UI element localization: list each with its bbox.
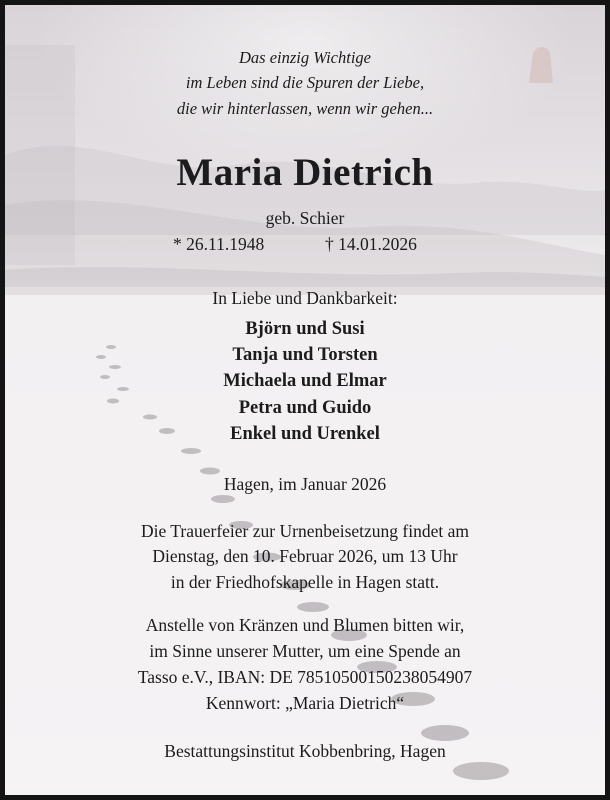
verse-line-3: die wir hinterlassen, wenn wir gehen... <box>176 99 434 118</box>
donation-line-4: Kennwort: „Maria Dietrich“ <box>205 693 405 713</box>
place-date: Hagen, im Januar 2026 <box>223 474 387 494</box>
donation-line-1: Anstelle von Kränzen und Blumen bitten wir, <box>145 615 465 635</box>
mourner-2: Tanja und Torsten <box>232 345 378 365</box>
donation-line-3: Tasso e.V., IBAN: DE 78510500150238054907 <box>137 667 473 687</box>
donation-line-2: im Sinne unserer Mutter, um eine Spende an <box>149 641 461 661</box>
ceremony-line-1: Die Trauerfeier zur Urnenbeisetzung findet am <box>140 521 469 541</box>
ceremony-line-2: Dienstag, den 10. Februar 2026, um 13 Uhr <box>152 546 458 566</box>
death-date: † 14.01.2026 <box>325 234 417 254</box>
mourner-5: Enkel und Urenkel <box>230 424 380 444</box>
mourner-3: Michaela und Elmar <box>223 371 387 391</box>
deceased-name: Maria Dietrich <box>176 151 434 194</box>
undertaker: Bestattungsinstitut Kobbenbring, Hagen <box>164 741 446 761</box>
verse-line-1: Das einzig Wichtige <box>239 48 371 67</box>
mourner-4: Petra und Guido <box>238 398 372 418</box>
mourner-1: Björn und Susi <box>245 319 365 339</box>
birth-date: * 26.11.1948 <box>173 234 265 254</box>
verse-line-2: im Leben sind die Spuren der Liebe, <box>185 73 425 92</box>
maiden-name: geb. Schier <box>265 208 345 228</box>
intro-line: In Liebe und Dankbarkeit: <box>212 288 398 308</box>
ceremony-line-3: in der Friedhofskapelle in Hagen statt. <box>170 572 440 592</box>
